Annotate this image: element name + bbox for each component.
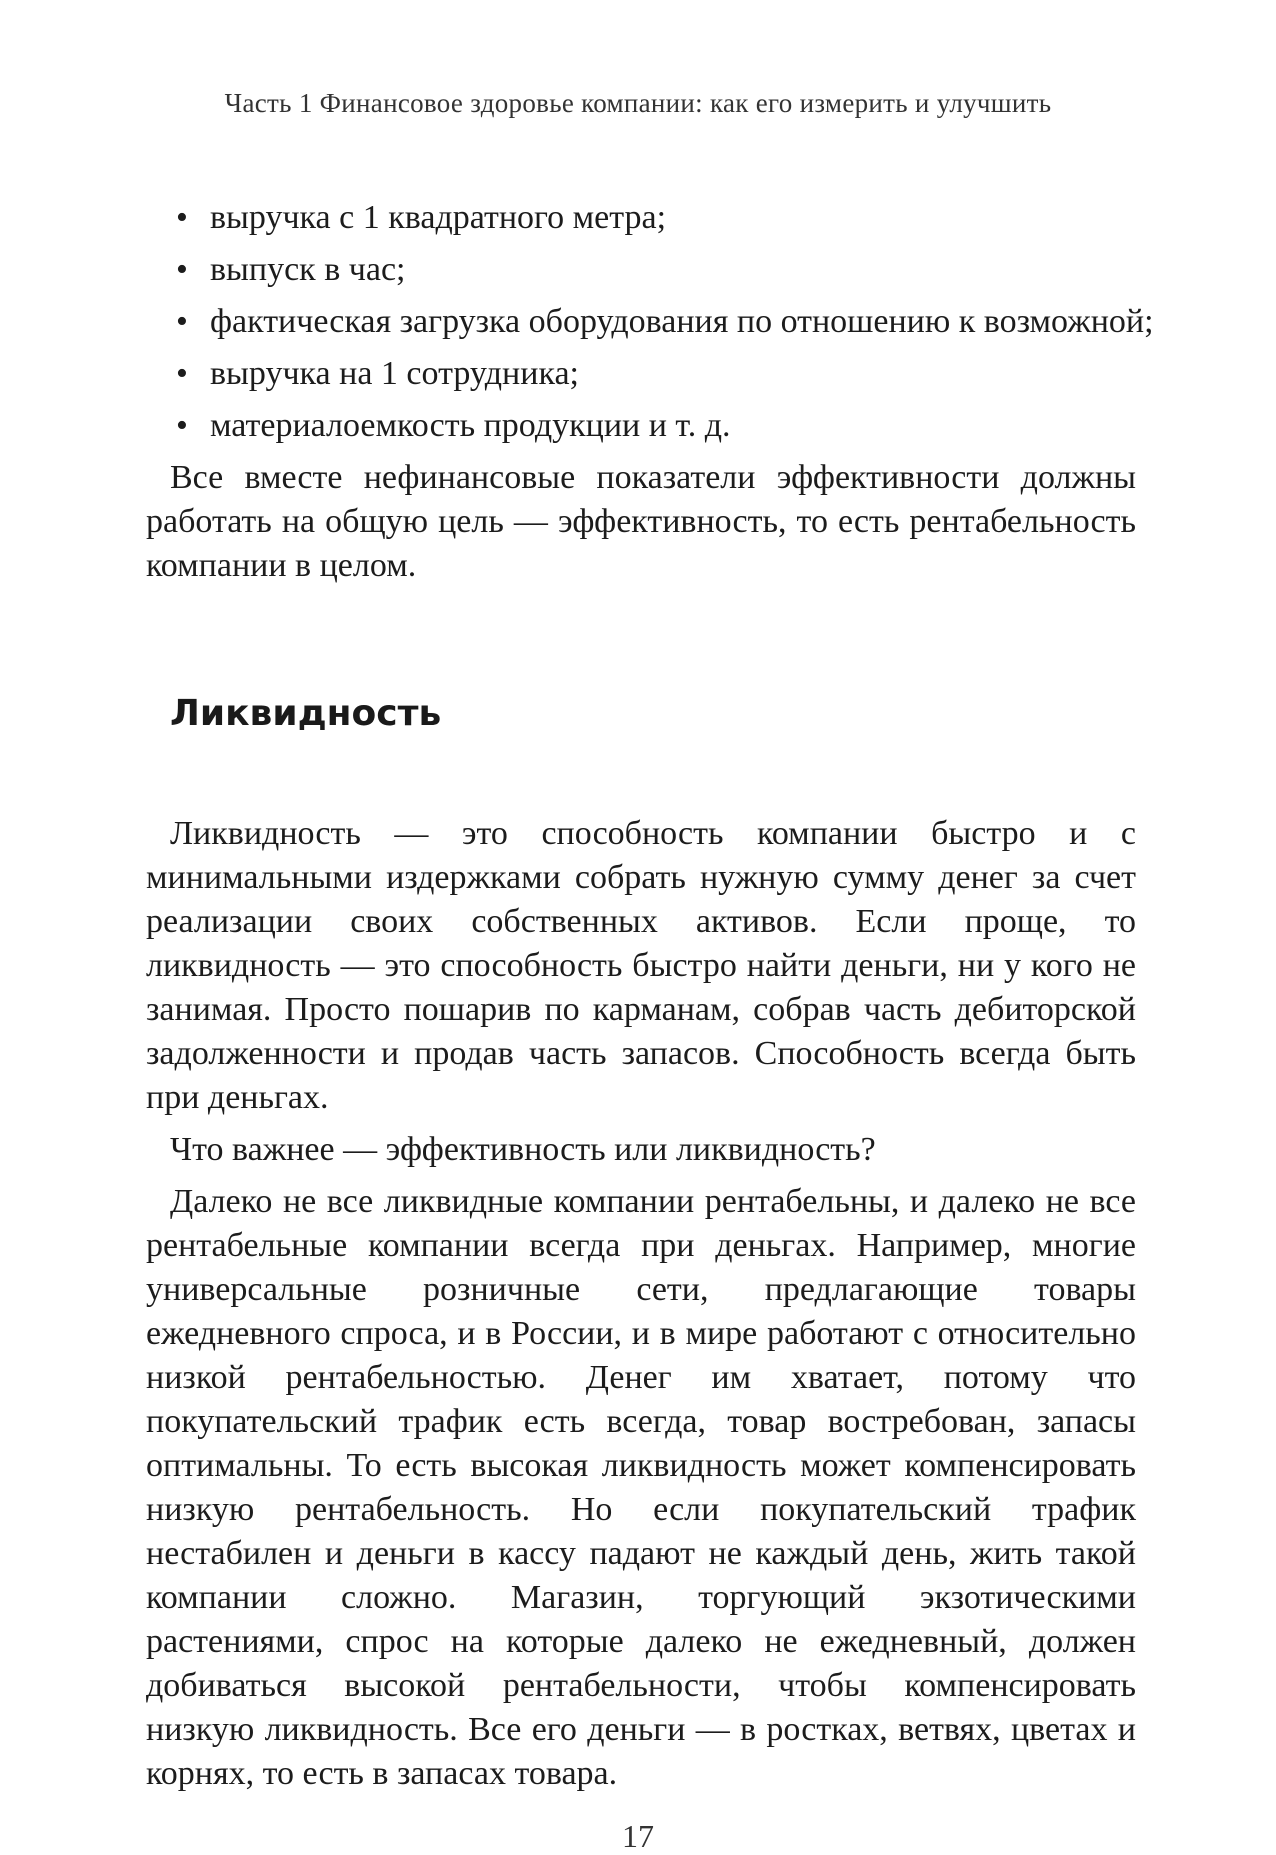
list-item-text: выпуск в час; — [210, 251, 406, 288]
body-paragraph: Все вместе нефинансовые показатели эффективности должны работать на общую цель — эффективность, то есть рентабельность компании в целом. — [146, 459, 1136, 584]
bullet-icon: • — [176, 303, 188, 340]
bullet-list — [146, 196, 1154, 448]
list-item — [146, 352, 1136, 396]
section-heading: Ликвидность — [170, 693, 442, 734]
body-paragraph: Далеко не все ликвидные компании рентабельны, и далеко не все рентабельные компании всегда при деньгах. Например, многие универсальные розничные сети, предлагающие товары ежедневного спроса, и в России, и в мире работают с относительно низкой рентабельностью. Денег им хватает, потому что покупательский трафик есть всегда, товар востребован, запасы оптимальны. То есть высокая ликвидность может компенсировать низкую рентабельность. Но если покупательский трафик нестабилен и деньги в кассу падают не каждый день, жить такой компании сложно. Магазин, торгующий экзотическими растениями, спрос на которые далеко не ежедневный, должен добиваться высокой рентабельности, чтобы компенсировать низкую ликвидность. Все его деньги — в ростках, ветвях, цветах и корнях, то есть в запасах товара. — [146, 1183, 1136, 1792]
list-item — [146, 196, 1136, 240]
list-item-text: выручка с 1 квадратного метра; — [210, 199, 667, 236]
list-item-text: выручка на 1 сотрудника; — [210, 355, 579, 392]
section-body — [146, 812, 1136, 1796]
bullet-icon: • — [176, 251, 188, 288]
bullet-icon: • — [176, 355, 188, 392]
body-paragraph: Ликвидность — это способность компании быстро и с минимальными издержками собрать нужную сумму денег за счет реализации своих собственных активов. Если проще, то ликвидность — это способность быстро найти деньги, ни у кого не занимая. Просто пошарив по карманам, собрав часть дебиторской задолженности и продав часть запасов. Способность всегда быть при деньгах. — [146, 815, 1136, 1116]
body-paragraph: Что важнее — эффективность или ликвидность? — [170, 1131, 876, 1168]
bullet-icon: • — [176, 199, 188, 236]
list-item-text: материалоемкость продукции и т. д. — [210, 407, 731, 444]
list-item — [146, 404, 1136, 448]
page-number: 17 — [622, 1818, 654, 1854]
list-item — [146, 300, 1154, 344]
list-item — [146, 248, 1136, 292]
bullet-icon: • — [176, 407, 188, 444]
list-item-text: фактическая загрузка оборудования по отношению к возможной; — [210, 303, 1154, 340]
running-header: Часть 1 Финансовое здоровье компании: как его измерить и улучшить — [224, 88, 1052, 118]
page-content — [146, 196, 1154, 1796]
